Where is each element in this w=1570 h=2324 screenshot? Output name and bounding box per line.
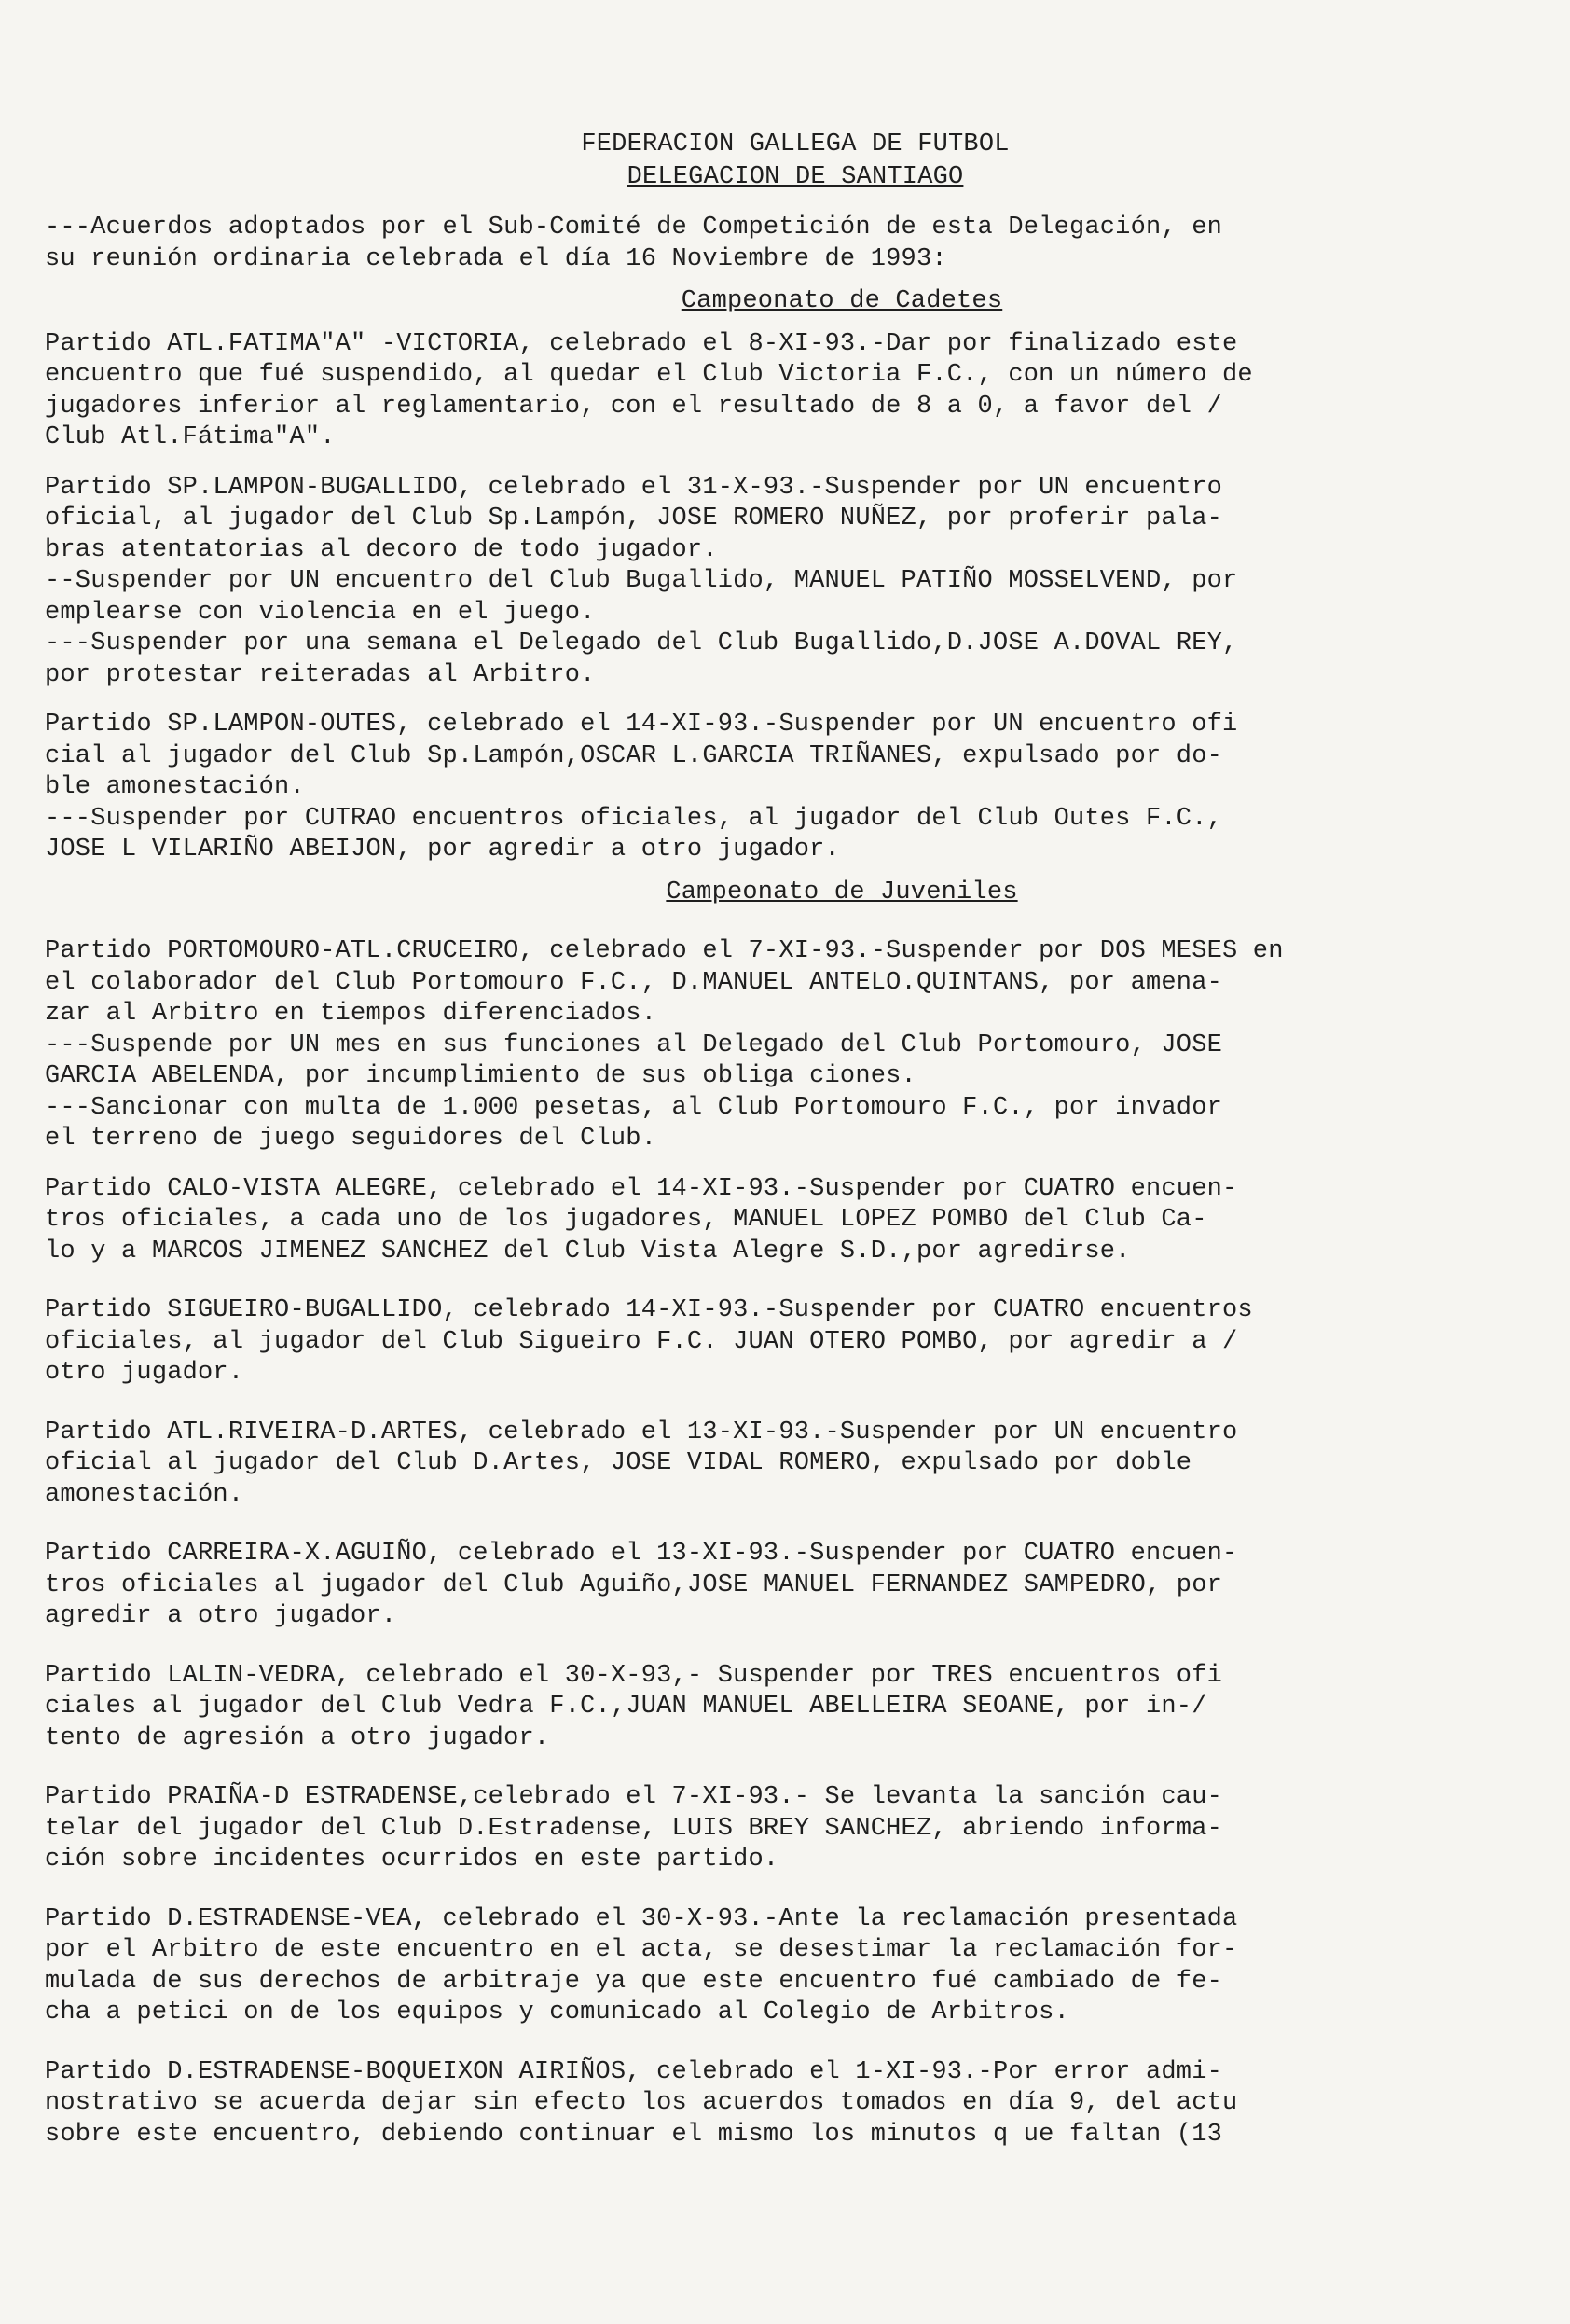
text-line: otro jugador.: [45, 1359, 244, 1387]
text-line: emplearse con violencia en el juego.: [45, 598, 596, 627]
text-line: agredir a otro jugador.: [45, 1602, 397, 1630]
juveniles-paragraph-4: [45, 1418, 1527, 1512]
federation-title: FEDERACION GALLEGA DE FUTBOL: [581, 131, 1010, 159]
text-line: lo y a MARCOS JIMENEZ SANCHEZ del Club Vista Alegre S.D.,por agredirse.: [45, 1237, 1131, 1266]
section-title-text: Campeonato de Juveniles: [666, 878, 1018, 906]
text-line: JOSE L VILARIÑO ABEIJON, por agredir a otro jugador.: [45, 836, 840, 864]
delegation-title: DELEGACION DE SANTIAGO: [627, 163, 964, 191]
text-line: Partido D.ESTRADENSE-VEA, celebrado el 30-X-93.-Ante la reclamación presentada: [45, 1904, 1238, 1933]
text-line: Partido PORTOMOURO-ATL.CRUCEIRO, celebrado el 7-XI-93.-Suspender por DOS MESES en: [45, 937, 1284, 965]
text-line: ---Suspender por una semana el Delegado del Club Bugallido,D.JOSE A.DOVAL REY,: [45, 629, 1238, 657]
cadetes-paragraph-3: [45, 710, 1527, 866]
text-line: jugadores inferior al reglamentario, con el resultado de 8 a 0, a favor del /: [45, 392, 1223, 421]
juveniles-paragraph-8: [45, 1904, 1527, 2029]
text-line: oficiales, al jugador del Club Sigueiro F.C. JUAN OTERO POMBO, por agredir a /: [45, 1327, 1238, 1356]
text-line: GARCIA ABELENDA, por incumplimiento de sus obliga ciones.: [45, 1062, 916, 1090]
text-line: su reunión ordinaria celebrada el día 16 Noviembre de 1993:: [45, 244, 947, 273]
text-line: Partido LALIN-VEDRA, celebrado el 30-X-93,- Suspender por TRES encuentros ofi: [45, 1661, 1223, 1690]
text-line: tros oficiales, a cada uno de los jugadores, MANUEL LOPEZ POMBO del Club Ca-: [45, 1206, 1207, 1234]
text-line: oficial al jugador del Club D.Artes, JOSE VIDAL ROMERO, expulsado por doble: [45, 1449, 1192, 1477]
text-line: por el Arbitro de este encuentro en el acta, se desestimar la reclamación for-: [45, 1936, 1238, 1964]
text-line: ble amonestación.: [45, 773, 305, 801]
text-line: encuentro que fué suspendido, al quedar el Club Victoria F.C., con un número de: [45, 361, 1253, 389]
juveniles-paragraph-3: [45, 1295, 1527, 1390]
text-line: ---Suspende por UN mes en sus funciones al Delegado del Club Portomouro, JOSE: [45, 1031, 1223, 1059]
juveniles-paragraph-9: [45, 2057, 1527, 2151]
text-line: ---Sancionar con multa de 1.000 pesetas, al Club Portomouro F.C., por invador: [45, 1093, 1223, 1122]
text-line: el colaborador del Club Portomouro F.C., D.MANUEL ANTELO.QUINTANS, por amena-: [45, 968, 1223, 997]
text-line: oficial, al jugador del Club Sp.Lampón, JOSE ROMERO NUÑEZ, por proferir pala-: [45, 505, 1223, 533]
document-body: [45, 129, 1527, 2151]
text-line: Partido SP.LAMPON-BUGALLIDO, celebrado el 31-X-93.-Suspender por UN encuentro: [45, 473, 1223, 502]
text-line: Partido CALO-VISTA ALEGRE, celebrado el 14-XI-93.-Suspender por CUATRO encuen-: [45, 1174, 1238, 1203]
text-line: bras atentatorias al decoro de todo jugador.: [45, 535, 718, 564]
text-line: ciales al jugador del Club Vedra F.C.,JUAN MANUEL ABELLEIRA SEOANE, por in-/: [45, 1693, 1207, 1721]
text-line: tento de agresión a otro jugador.: [45, 1723, 550, 1752]
text-line: cha a petici on de los equipos y comunicado al Colegio de Arbitros.: [45, 1999, 1069, 2027]
text-line: mulada de sus derechos de arbitraje ya que este encuentro fué cambiado de fe-: [45, 1967, 1223, 1996]
cadetes-paragraph-1: [45, 329, 1527, 454]
cadetes-paragraph-2: [45, 473, 1527, 692]
section-title-juveniles: [45, 878, 1527, 909]
text-line: --Suspender por UN encuentro del Club Bugallido, MANUEL PATIÑO MOSSELVEND, por: [45, 567, 1238, 595]
text-line: Partido CARREIRA-X.AGUIÑO, celebrado el 13-XI-93.-Suspender por CUATRO encuen-: [45, 1540, 1238, 1568]
text-line: Partido SP.LAMPON-OUTES, celebrado el 14-XI-93.-Suspender por UN encuentro ofi: [45, 711, 1238, 739]
text-line: sobre este encuentro, debiendo continuar el mismo los minutos q ue faltan (13: [45, 2120, 1223, 2149]
text-line: el terreno de juego seguidores del Club.: [45, 1125, 657, 1153]
juveniles-paragraph-7: [45, 1782, 1527, 1876]
text-line: Partido ATL.RIVEIRA-D.ARTES, celebrado el 13-XI-93.-Suspender por UN encuentro: [45, 1418, 1238, 1446]
text-line: Partido PRAIÑA-D ESTRADENSE,celebrado el 7-XI-93.- Se levanta la sanción cau-: [45, 1783, 1223, 1811]
intro-paragraph: [45, 213, 1527, 275]
text-line: cial al jugador del Club Sp.Lampón,OSCAR L.GARCIA TRIÑANES, expulsado por do-: [45, 741, 1223, 770]
text-line: Partido D.ESTRADENSE-BOQUEIXON AIRIÑOS, celebrado el 1-XI-93.-Por error admi-: [45, 2057, 1223, 2086]
text-line: nostrativo se acuerda dejar sin efecto los acuerdos tomados en día 9, del actu: [45, 2089, 1238, 2117]
text-line: Partido ATL.FATIMA"A" -VICTORIA, celebrado el 8-XI-93.-Dar por finalizado este: [45, 329, 1238, 358]
text-line: ---Suspender por CUTRAO encuentros oficiales, al jugador del Club Outes F.C.,: [45, 804, 1223, 833]
section-title-text: Campeonato de Cadetes: [681, 287, 1003, 315]
juveniles-paragraph-2: [45, 1174, 1527, 1268]
text-line: ---Acuerdos adoptados por el Sub-Comité de Competición de esta Delegación, en: [45, 214, 1223, 242]
text-line: telar del jugador del Club D.Estradense, LUIS BREY SANCHEZ, abriendo informa-: [45, 1814, 1223, 1843]
text-line: Partido SIGUEIRO-BUGALLIDO, celebrado 14-XI-93.-Suspender por CUATRO encuentros: [45, 1296, 1253, 1324]
text-line: tros oficiales al jugador del Club Aguiño,JOSE MANUEL FERNANDEZ SAMPEDRO, por: [45, 1570, 1223, 1599]
text-line: amonestación.: [45, 1480, 244, 1509]
juveniles-paragraph-5: [45, 1539, 1527, 1633]
text-line: Club Atl.Fátima"A".: [45, 423, 336, 451]
section-title-cadetes: [45, 286, 1527, 318]
text-line: zar al Arbitro en tiempos diferenciados.: [45, 1000, 657, 1028]
text-line: ción sobre incidentes ocurridos en este partido.: [45, 1846, 779, 1874]
text-line: por protestar reiteradas al Arbitro.: [45, 660, 596, 689]
juveniles-paragraph-1: [45, 936, 1527, 1155]
juveniles-paragraph-6: [45, 1661, 1527, 1755]
